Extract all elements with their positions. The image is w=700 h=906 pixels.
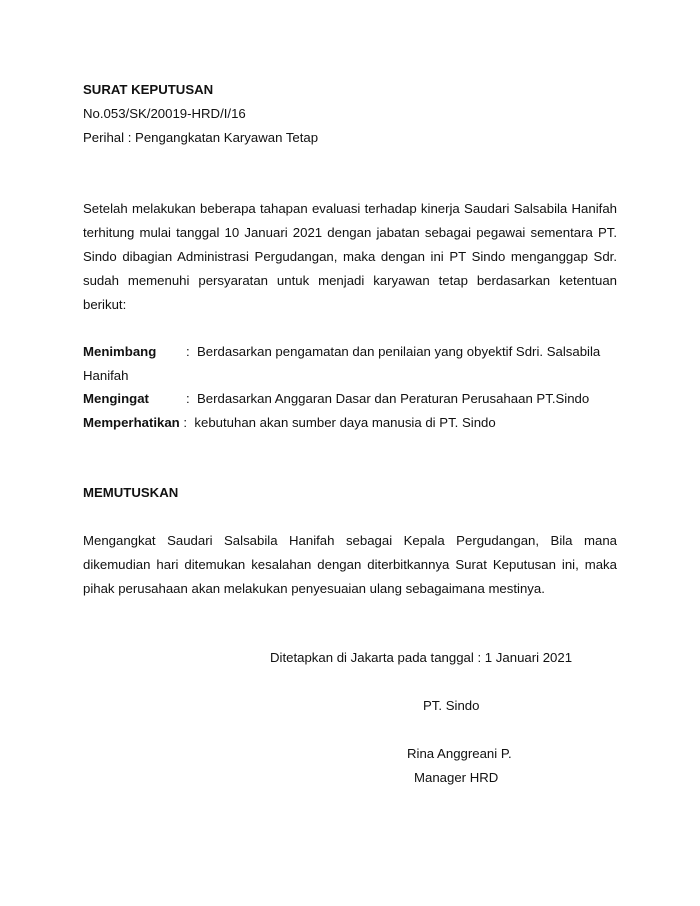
consideration-separator: : xyxy=(186,391,190,406)
letter-number: No.053/SK/20019-HRD/I/16 xyxy=(83,106,246,121)
decision-paragraph: Mengangkat Saudari Salsabila Hanifah sebagai Kepala Pergudangan, Bila mana dikemudian hari ditemukan kesalahan dengan diterbitkannya Surat Keputusan ini, maka pihak perusahaan akan melakukan penyesuaian ulang sebagaimana mestinya. xyxy=(83,533,617,596)
consideration-mengingat xyxy=(83,387,617,411)
consideration-text: Berdasarkan Anggaran Dasar dan Peraturan Perusahaan PT.Sindo xyxy=(197,391,590,406)
consideration-label: Mengingat xyxy=(83,391,149,406)
consideration-text: Berdasarkan pengamatan dan penilaian yang obyektif Sdri. Salsabila Hanifah xyxy=(83,344,601,383)
letter-title: SURAT KEPUTUSAN xyxy=(83,82,214,97)
signatory-name: Rina Anggreani P. xyxy=(407,746,512,761)
letter-subject: Perihal : Pengangkatan Karyawan Tetap xyxy=(83,130,319,145)
consideration-memperhatikan xyxy=(83,411,617,435)
intro-paragraph: Setelah melakukan beberapa tahapan evaluasi terhadap kinerja Saudari Salsabila Hanifah terhitung mulai tanggal 10 Januari 2021 dengan jabatan sebagai pegawai sementara PT. Sindo dibagian Administrasi Pergudangan, maka dengan ini PT Sindo menganggap Sdr. sudah memenuhi persyaratan untuk menjadi karyawan tetap berdasarkan ketentuan berikut: xyxy=(83,201,617,312)
consideration-separator: : xyxy=(183,415,188,430)
company-name: PT. Sindo xyxy=(423,698,480,713)
place-date: Ditetapkan di Jakarta pada tanggal : 1 Januari 2021 xyxy=(270,650,573,665)
consideration-menimbang xyxy=(83,340,617,388)
consideration-label: Memperhatikan xyxy=(83,415,180,430)
consideration-text: kebutuhan akan sumber daya manusia di PT. Sindo xyxy=(194,415,496,430)
decision-heading: MEMUTUSKAN xyxy=(83,485,179,500)
consideration-separator: : xyxy=(186,344,190,359)
signatory-title: Manager HRD xyxy=(414,770,499,785)
consideration-label: Menimbang xyxy=(83,344,157,359)
